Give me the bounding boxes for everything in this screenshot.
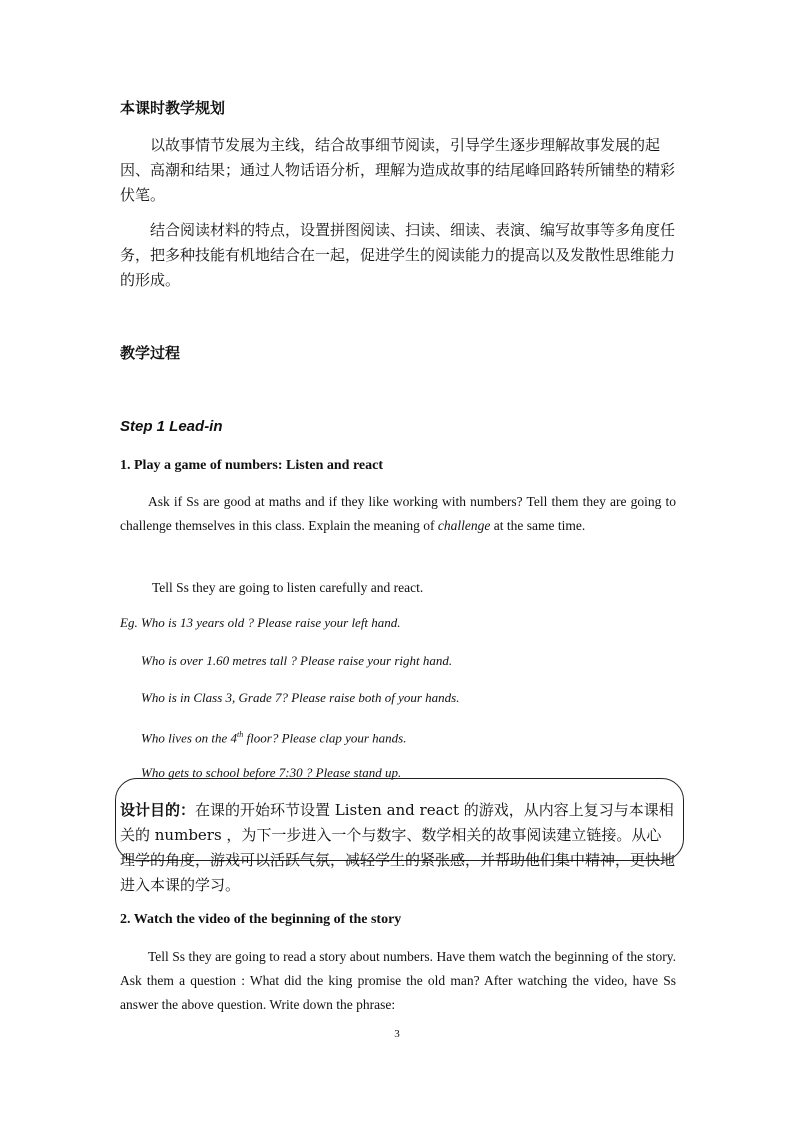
item1-paragraph-1-text-a: Ask if Ss are good at maths and if they like working with numbers? Tell them they are going to challenge themselves in this class. Explain the meaning of	[120, 494, 676, 533]
design-purpose-label: 设计目的：	[120, 801, 196, 819]
item1-title: 1. Play a game of numbers: Listen and react	[120, 458, 383, 473]
plan-heading: 本课时教学规划	[120, 99, 226, 117]
example-line-3: Who is in Class 3, Grade 7? Please raise both of your hands.	[141, 690, 460, 705]
design-purpose-paragraph	[120, 798, 676, 898]
example-line-1: Eg. Who is 13 years old ? Please raise your left hand.	[120, 615, 401, 630]
example-line-4	[141, 726, 407, 747]
example-line-5: Who gets to school before 7:30 ? Please stand up.	[141, 765, 402, 780]
item1-paragraph-2: Tell Ss they are going to listen carefully and react.	[152, 580, 424, 595]
page-number: 3	[394, 1028, 400, 1040]
example-line-4-text-a: Who lives on the 4	[141, 730, 238, 746]
process-heading: 教学过程	[120, 344, 181, 362]
example-line-4-superscript: th	[237, 730, 244, 739]
plan-paragraph-2: 结合阅读材料的特点，设置拼图阅读、扫读、细读、表演、编写故事等多角度任务，把多种技能有机地结合在一起，促进学生的阅读能力的提高以及发散性思维能力的形成。	[120, 221, 676, 289]
example-line-4-text-b: floor? Please clap your hands.	[243, 730, 407, 746]
item1-paragraph-1-text-b: at the same time.	[490, 518, 586, 533]
item2-paragraph: Tell Ss they are going to read a story about numbers. Have them watch the beginning of the story. Ask them a question : What did the king promise the old man? After watching the video, have Ss answer the above question. Write down the phrase:	[120, 949, 676, 1012]
example-line-2: Who is over 1.60 metres tall ? Please raise your right hand.	[141, 653, 453, 668]
item2-title: 2. Watch the video of the beginning of the story	[120, 912, 402, 927]
step1-title: Step 1 Lead-in	[120, 418, 223, 435]
item1-paragraph-1	[120, 490, 676, 538]
plan-paragraph-1: 以故事情节发展为主线，结合故事细节阅读，引导学生逐步理解故事发展的起因、高潮和结果；通过人物话语分析，理解为造成故事的结尾峰回路转所铺垫的精彩伏笔。	[120, 136, 676, 204]
challenge-word: challenge	[437, 518, 491, 533]
design-purpose-text: 在课的开始环节设置 Listen and react 的游戏，从内容上复习与本课相关的 numbers ，为下一步进入一个与数字、数学相关的故事阅读建立链接。从心理学的角度，游戏可以活跃气氛，减轻学生的紧张感，并帮助他们集中精神，更快地进入本课的学习。	[120, 801, 676, 894]
